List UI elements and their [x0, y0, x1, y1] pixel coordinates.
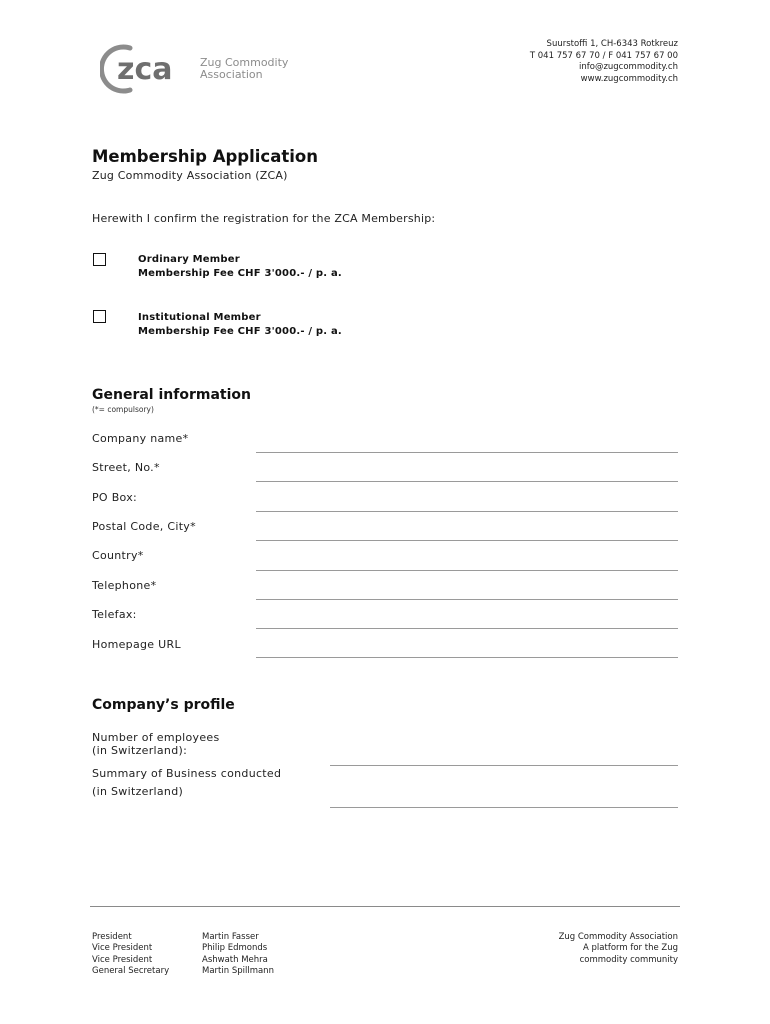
footer-names — [202, 932, 274, 978]
employees-field[interactable] — [330, 765, 678, 766]
footer-org — [559, 932, 678, 966]
ordinary-member-checkbox[interactable] — [93, 253, 106, 266]
footer-name: Martin Fasser — [202, 932, 259, 942]
institutional-member-checkbox[interactable] — [93, 310, 106, 323]
contact-phone: T 041 757 67 70 / F 041 757 67 00 — [529, 50, 678, 61]
postal-code-field[interactable] — [256, 540, 678, 541]
footer-name: Philip Edmonds — [202, 943, 268, 954]
footer-name: Martin Spillmann — [202, 966, 274, 977]
contact-address: Suurstoffi 1, CH-6343 Rotkreuz — [546, 39, 678, 49]
summary-field[interactable] — [330, 807, 678, 808]
ordinary-member-fee: Membership Fee CHF 3'000.- / p. a. — [138, 268, 342, 279]
logo-name-line-1: Zug Commodity — [200, 56, 289, 69]
telefax-label: Telefax: — [92, 608, 137, 621]
footer-divider — [90, 906, 680, 907]
company-name-field[interactable] — [256, 452, 678, 453]
summary-label-line-1: Summary of Business conducted — [92, 767, 282, 780]
footer-org-line: A platform for the Zug — [583, 943, 678, 954]
footer-role: Vice President — [92, 954, 153, 965]
country-field[interactable] — [256, 570, 678, 571]
institutional-member-label: Institutional Member — [138, 312, 261, 323]
zca-logo — [100, 40, 300, 96]
homepage-field[interactable] — [256, 657, 678, 658]
footer-role: President — [92, 932, 132, 942]
company-name-label: Company name* — [92, 432, 189, 445]
contact-email: info@zugcommodity.ch — [579, 62, 678, 72]
footer-name: Ashwath Mehra — [202, 954, 268, 965]
telefax-field[interactable] — [256, 628, 678, 629]
telephone-label: Telephone* — [92, 579, 157, 592]
company-profile-heading: Company’s profile — [92, 697, 235, 713]
compulsory-note: (*= compulsory) — [92, 405, 154, 414]
street-field[interactable] — [256, 481, 678, 482]
general-info-heading: General information — [92, 387, 251, 403]
telephone-field[interactable] — [256, 599, 678, 600]
postal-code-label: Postal Code, City* — [92, 520, 196, 533]
logo-wordmark: zca — [117, 52, 173, 87]
employees-label-line-1: Number of employees — [92, 731, 220, 744]
contact-block — [530, 39, 678, 85]
footer-org-line: commodity community — [579, 954, 678, 965]
logo-name-line-2: Association — [200, 68, 263, 81]
po-box-field[interactable] — [256, 511, 678, 512]
intro-text: Herewith I confirm the registration for the ZCA Membership: — [92, 212, 436, 225]
country-label: Country* — [92, 549, 144, 562]
ordinary-member-label: Ordinary Member — [138, 254, 240, 265]
page-title: Membership Application — [92, 147, 318, 166]
zca-logo-mark — [100, 40, 196, 96]
institutional-member-fee: Membership Fee CHF 3'000.- / p. a. — [138, 326, 342, 337]
footer-roles — [92, 932, 169, 978]
homepage-label: Homepage URL — [92, 638, 181, 651]
po-box-label: PO Box: — [92, 491, 138, 504]
logo-name — [200, 57, 288, 81]
employees-label-line-2: (in Switzerland): — [92, 744, 188, 757]
street-label: Street, No.* — [92, 461, 160, 474]
footer-role: General Secretary — [92, 966, 170, 977]
footer-org-line: Zug Commodity Association — [558, 932, 678, 942]
footer-role: Vice President — [92, 943, 153, 954]
summary-label-line-2: (in Switzerland) — [92, 785, 184, 798]
page-subtitle: Zug Commodity Association (ZCA) — [92, 169, 288, 182]
contact-website: www.zugcommodity.ch — [580, 73, 678, 84]
